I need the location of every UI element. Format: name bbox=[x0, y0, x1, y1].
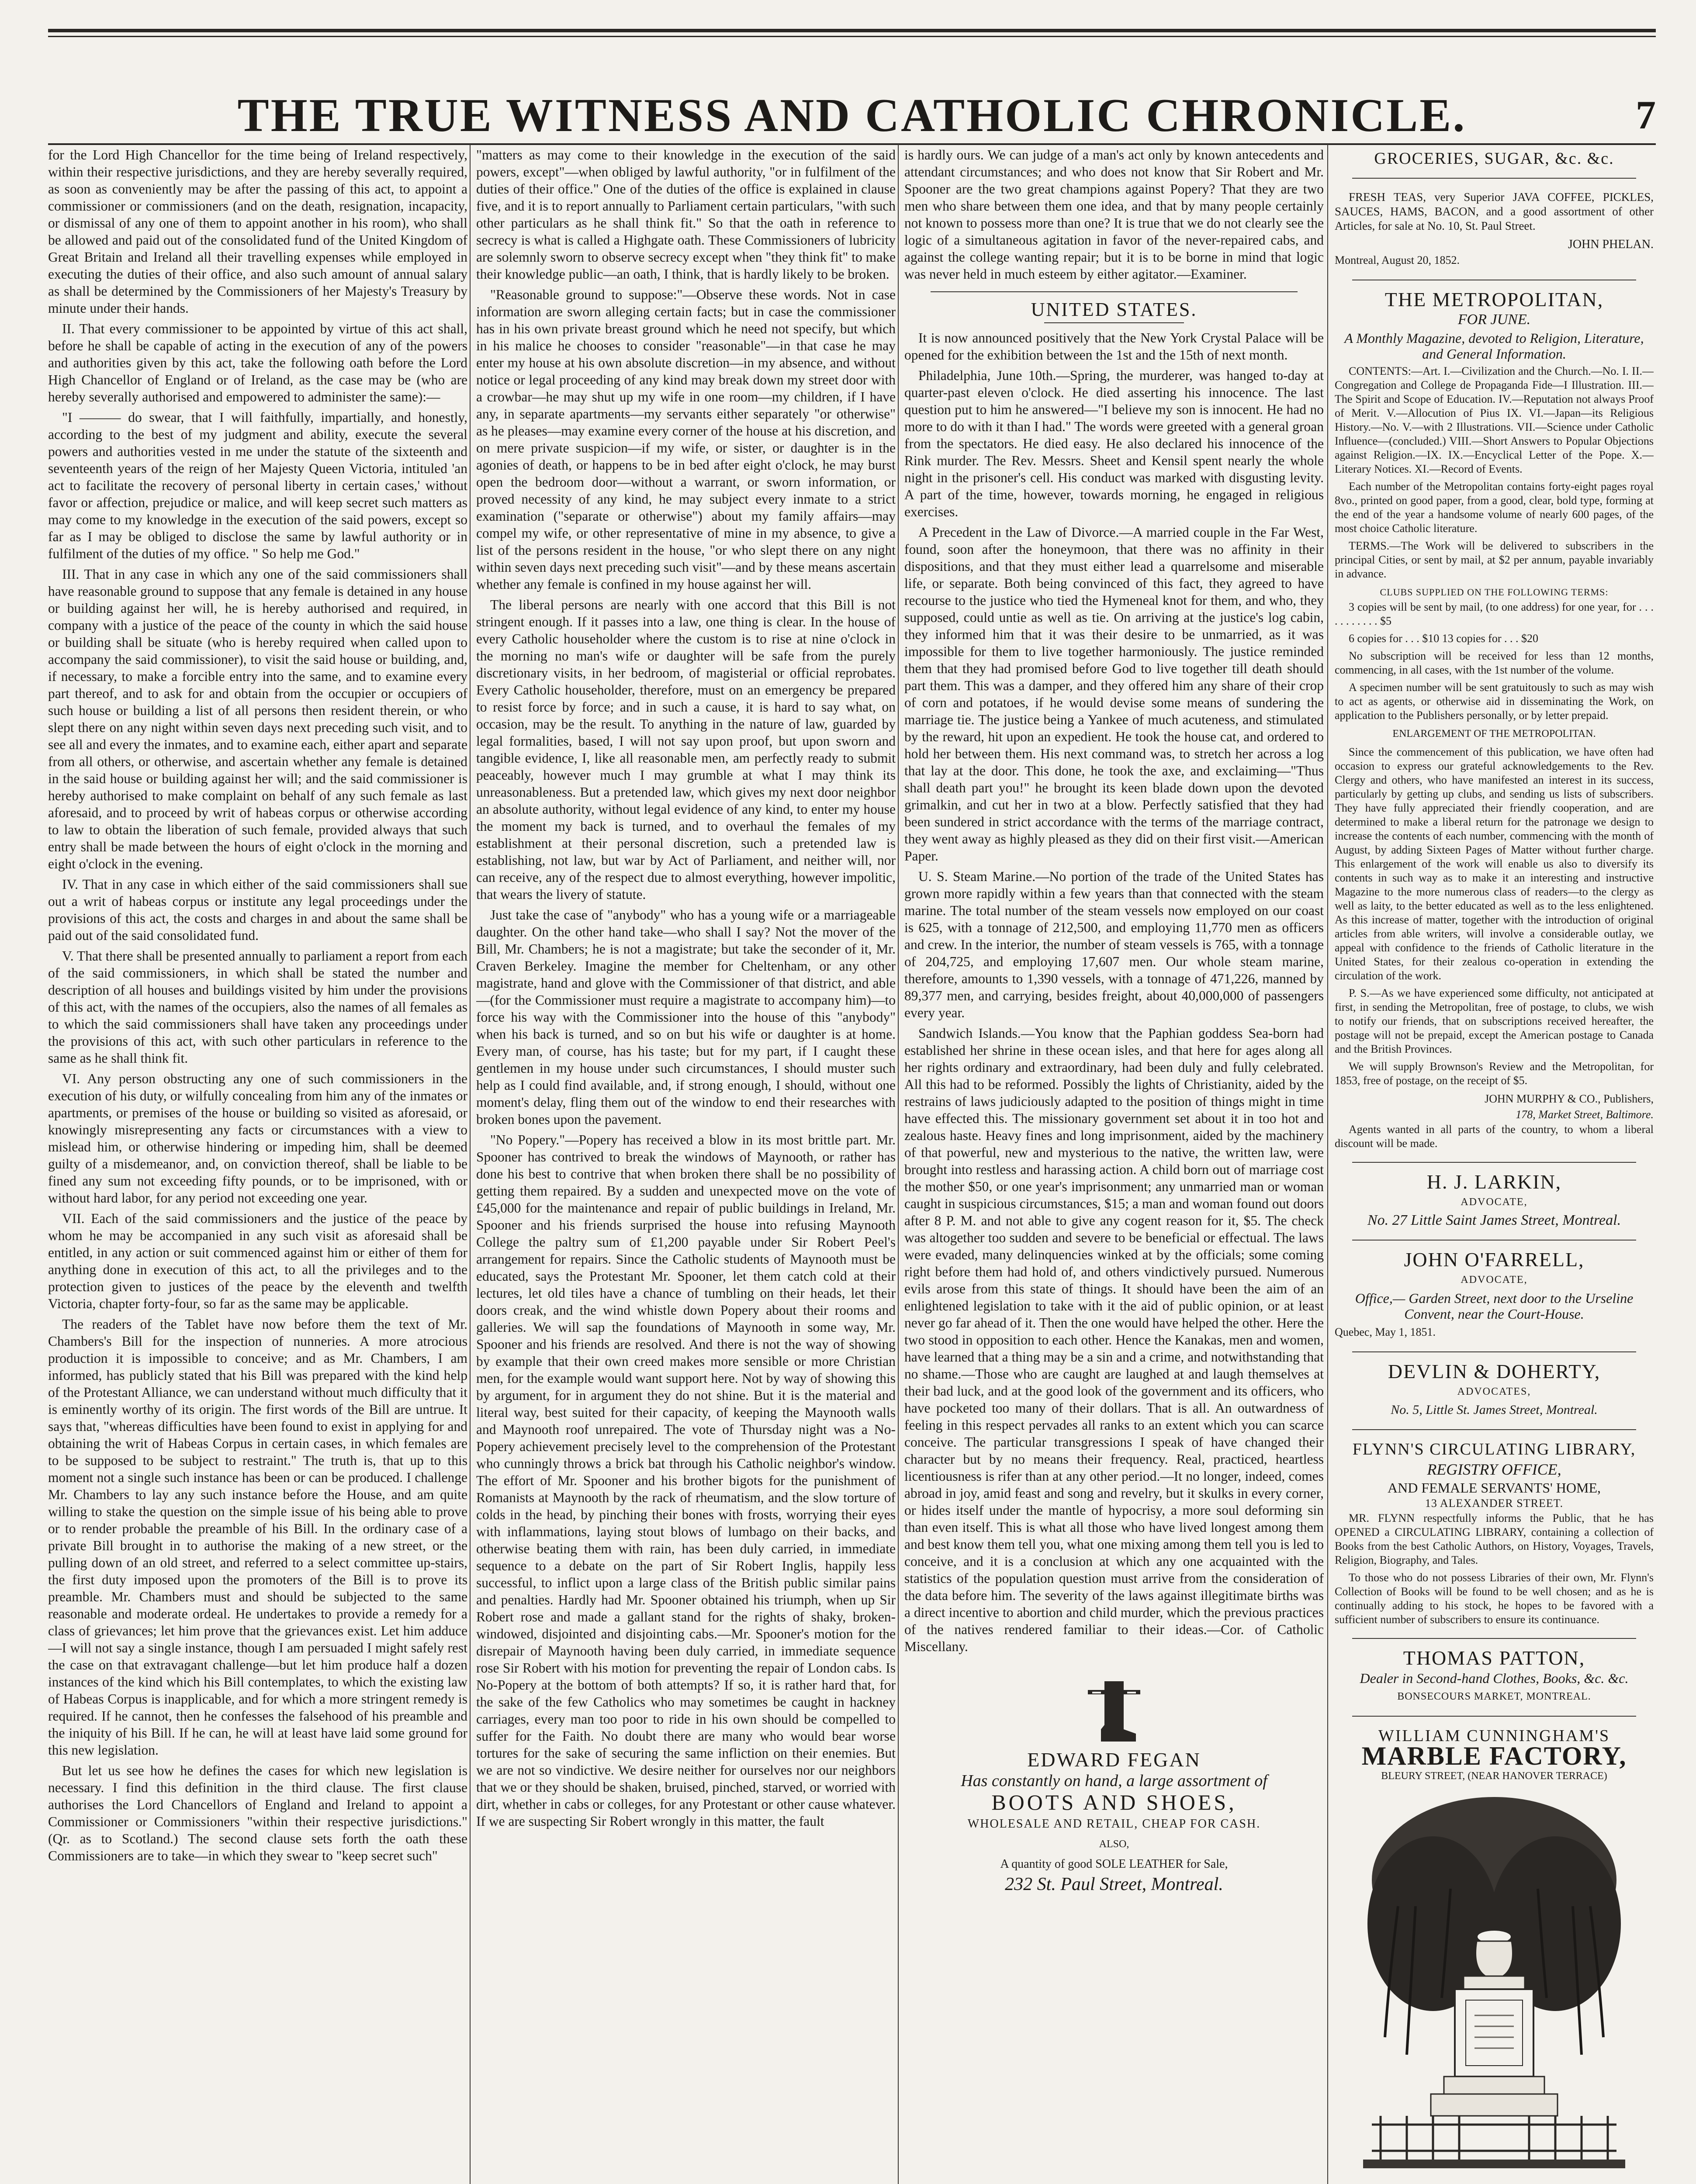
ad-address: No. 5, Little St. James Street, Montreal. bbox=[1391, 1403, 1598, 1417]
paragraph: V. That there shall be presented annually to parliament a report from each of the said commissioners, in which shall be stated the number and description of all houses and buildings visited by him under the provisions of this act, with the names of the occupiers, also the names of all females as to which the said commissioners shall have taken any proceedings under the provisions of this act, with such other particulars in reference to the same as he shall think fit. bbox=[48, 948, 467, 1066]
ad-description: Dealer in Second-hand Clothes, Books, &c. &c. bbox=[1360, 1670, 1629, 1686]
paragraph: The liberal persons are nearly with one accord that this Bill is not stringent enough. If it passes into a law, one thing is clear. In the house of every Catholic householder where the custom is to rise at nine o'clock in the morning no man's wife or daughter will be safe from the purely discretionary visits, in her bedroom, of magisterial or official reprobates. Every Catholic householder, therefore, must on an emergency be prepared to resist force by force; and in such a cause, it is hard to say what, on occasion, may be the result. To anything in the nature of law, guarded by legal formalities, based, I will not say upon proof, but upon sworn and tangible evidence, I, like all reasonable men, am perfectly ready to submit peaceably, however much I may grumble at what I may think its unreasonableness. But a pretended law, which gives my next door neighbor an absolute authority, without legal evidence of any kind, to enter my house the moment my back is turned, and to overhaul the females of my establishment at their personal discretion, such a pretended law is establishing, not law, but war by Act of Parliament, and neither will, nor can receive, any of the respect due to almost everything, however impolitic, that wears the livery of statute. bbox=[476, 597, 896, 902]
ad-subtitle: FOR JUNE. bbox=[1457, 311, 1531, 328]
ad-divider bbox=[1352, 1240, 1636, 1241]
paragraph: It is now announced positively that the New York Crystal Palace will be opened for the exhibition between the 1st and the 15th of next month. bbox=[904, 330, 1324, 363]
paragraph: A Precedent in the Law of Divorce.—A married couple in the Far West, found, soon after the honeymoon, that there was no affinity in their dispositions, and that they must either lead a quarrelsome and miserable life, or separate. Both being convinced of this fact, they agreed to have recourse to the justice who tied the Hymeneal knot for them, and who, they supposed, could untie as well as tie. On arriving at the justice's log cabin, they informed him that it was their desire to be unmarried, as it was impossible for them to live together harmoniously. The justice reminded them that they had promised before God to live together till death should part them. This was a damper, and they offered him any share of their crop of corn and potatoes, if he would devise some means of sundering the marriage tie. The justice being a Yankee of much acuteness, and stimulated by the reward, hit upon an expedient. He took the house cat, and ordered to hold her between them. His next command was, to stretch her across a log that lay at the door. This done, he took the axe, and exclaiming—"Thus shall death part you!" he brought its keen blade down upon the devoted grimalkin, and cut her in two at a blow. Perfectly satisfied that they had been sundered in strict accordance with the terms of the marriage contract, they went away as highly pleased as they did on their first visit.—American Paper. bbox=[904, 525, 1324, 864]
page-number: 7 bbox=[1636, 93, 1656, 137]
ad-date: Montreal, August 20, 1852. bbox=[1335, 254, 1460, 266]
ad-subtitle: REGISTRY OFFICE, bbox=[1427, 1461, 1561, 1478]
paragraph: III. That in any case in which any one of the said commissioners shall have reasonable ground to suppose that any female is detained in any house or building against her will, he is hereby authorised and required, in company with a justice of the peace of the county in which the said house or building shall be situate (who is hereby required when called upon to accompany the said commissioner), to visit the said house or building, and, if necessary, to make a forcible entry into the same, and to examine every part thereof, and to ask for and obtain from the occupier or occupiers of such house or building a list of all persons then resident therein, or who slept there on any night within seven days next preceding such visit, and to see all and every the inmates, and to examine each, either apart and separate from all others, or otherwise, and ascertain whether any female is detained in the said house or building against her will; and the said commissioner is hereby authorised to make complaint on behalf of any such female as last aforesaid, and to proceed by writ of habeas corpus or otherwise according to law to obtain the liberation of such female, provided always that such entry shall be made between the hours of eight o'clock in the morning and eight o'clock in the evening. bbox=[48, 567, 467, 871]
paragraph: But let us see how he defines the cases for which new legislation is necessary. I find this definition in the third clause. The first clause authorises the Lord Chancellors of England and Ireland to appoint a Commissioner or Commissioners "within their respective jurisdictions." (Qr. as to Scotland.) The second clause sets forth the oath these Commissioners are to take—in which they swear to "keep secret such" bbox=[48, 1763, 467, 1863]
ad-title: DEVLIN & DOHERTY, bbox=[1388, 1360, 1601, 1382]
boot-icon bbox=[1083, 1673, 1145, 1747]
ad-title: THOMAS PATTON, bbox=[1403, 1647, 1585, 1669]
ad-body: Since the commencement of this publication, we have often had occasion to express our grateful acknowledgements to the Rev. Clergy and others, who have manifested an interest in its success, particularly by getting up clubs, and sending us lists of subscribers. They have fully appreciated their friendly cooperation, and are determined to make a liberal return for the patronage we design to increase the contents of each number, commencing with the month of August, by adding Sixteen Pages of Matter without further charge. This enlargement of the work will enable us also to diversify its contents in such way as to make it an interesting and instructive Magazine to the more numerous class of readers—to the clergy as well as laity, to the better educated as well as to the less enlightened. As this increase of matter, together with the introduction of original articles from able writers, will involve a considerable outlay, we appeal with confidence to the friends of Catholic literature in the United States, for their zealous co-operation in extending the circulation of the work. bbox=[1335, 746, 1654, 982]
ad-title: FLYNN'S CIRCULATING LIBRARY, bbox=[1352, 1440, 1636, 1458]
article-column-2 bbox=[476, 146, 896, 2184]
masthead bbox=[48, 26, 1656, 142]
article-column-3 bbox=[904, 146, 1324, 2184]
ad-title: THE METROPOLITAN, bbox=[1384, 288, 1604, 311]
ad-body: Each number of the Metropolitan contains forty-eight pages royal 8vo., printed on good paper, from a good, clear, bold type, forming at the end of the year a handsome volume of nearly 600 pages, of the most choice Catholic literature. bbox=[1335, 480, 1654, 535]
ad-title: GROCERIES, SUGAR, &c. &c. bbox=[1374, 149, 1614, 168]
paragraph: Philadelphia, June 10th.—Spring, the murderer, was hanged to-day at quarter-past eleven o'clock. He died asserting his innocence. The last question put to him he answered—"I believe my son is innocent. He had no more to do with it than I had." The words were greeted with a general groan from the spectators. He died easy. He also declared his innocence of the Rink murder. The Rev. Messrs. Sheet and Kensil spent nearly the whole night in the prisoner's cell. His conduct was marked with disgusting levity. A part of the time, however, towards morning, he engaged in religious exercises. bbox=[904, 368, 1324, 519]
ad-body: FRESH TEAS, very Superior JAVA COFFEE, PICKLES, SAUCES, HAMS, BACON, and a good assortment of other Articles, for sale at No. 10, St. Paul Street. bbox=[1335, 190, 1654, 232]
ad-terms: TERMS.—The Work will be delivered to subscribers in the principal Cities, or sent by mail, at $2 per annum, payable invariably in advance. bbox=[1335, 539, 1654, 580]
ad-address: BLEURY STREET, (NEAR HANOVER TERRACE) bbox=[1381, 1770, 1607, 1782]
newspaper-title: THE TRUE WITNESS AND CATHOLIC CHRONICLE. bbox=[237, 90, 1467, 142]
larkin-ad bbox=[1335, 1171, 1654, 1228]
ad-divider bbox=[1352, 1429, 1636, 1430]
ad-body: We will supply Brownson's Review and the Metropolitan, for 1853, free of postage, on the receipt of $5. bbox=[1335, 1060, 1654, 1087]
ad-role: ADVOCATES, bbox=[1457, 1386, 1531, 1397]
ad-role: ADVOCATE, bbox=[1461, 1274, 1528, 1286]
advertisements-column bbox=[1335, 146, 1654, 2184]
ad-note: A specimen number will be sent gratuitously to such as may wish to act as agents, or otherwise aid in disseminating the Work, on application to the Publishers personally, or by letter prepaid. bbox=[1335, 681, 1654, 722]
ad-note: No subscription will be received for less than 12 months, commencing, in all cases, with the 1st number of the volume. bbox=[1335, 650, 1654, 676]
masthead-bottom-rule bbox=[48, 143, 1656, 145]
fegan-advertisement bbox=[904, 1673, 1324, 1893]
ad-goods: BOOTS AND SHOES, bbox=[991, 1790, 1237, 1814]
ad-tagline: Has constantly on hand, a large assortment of bbox=[961, 1772, 1267, 1790]
ad-leather: A quantity of good SOLE LEATHER for Sale, bbox=[1000, 1857, 1228, 1871]
column-divider bbox=[1327, 144, 1328, 2184]
patton-ad bbox=[1335, 1647, 1654, 1704]
ad-address: No. 27 Little Saint James Street, Montreal. bbox=[1367, 1212, 1621, 1228]
paragraph: II. That every commissioner to be appointed by virtue of this act shall, before he shall be capable of acting in the execution of any of the powers and authorities given by this act, take the following oath before the Lord High Chancellor of England or of Ireland, as the case may be (who are hereby severally authorised and empowered to administer the same):— bbox=[48, 321, 467, 404]
paragraph: is hardly ours. We can judge of a man's act only by known antecedents and attendant circumstances; and who does not know that Sir Robert and Mr. Spooner are the two great champions against Popery? That they are two men who share between them one idea, and that by many people certainly not known to possess more than one? It is true that we do not clearly see the logic of a simultaneous agitation in favor of the never-repaired cabs, and against the college wanting repair; but it is to be borne in mind that logic was never held in much esteem by either agitator.—Examiner. bbox=[904, 147, 1324, 282]
ad-address: 232 St. Paul Street, Montreal. bbox=[1005, 1874, 1223, 1894]
paragraph: VI. Any person obstructing any one of such commissioners in the execution of his duty, or wilfully concealing from him any of the inmates or apartments, or premises of the house or building so visited as aforesaid, or knowingly misrepresenting any facts or circumstances with a view to mislead him, or otherwise hindering or impeding him, shall be deemed guilty of a misdemeanor, and, on conviction thereof, shall be liable to be fined any sum not exceeding fifty pounds, or to be imprisoned, with or without hard labor, for any period not exceeding one year. bbox=[48, 1071, 467, 1206]
ad-signature: JOHN PHELAN. bbox=[1568, 238, 1654, 251]
ad-divider bbox=[1352, 1716, 1636, 1717]
ad-publisher: JOHN MURPHY & CO., Publishers, bbox=[1485, 1092, 1654, 1105]
cunningham-ad bbox=[1335, 1728, 1654, 2184]
ad-subheading: ENLARGEMENT OF THE METROPOLITAN. bbox=[1392, 728, 1596, 740]
ad-note: Agents wanted in all parts of the country, to whom a liberal discount will be made. bbox=[1335, 1123, 1654, 1150]
groceries-ad bbox=[1335, 151, 1654, 268]
advertiser-name: EDWARD FEGAN bbox=[1027, 1749, 1201, 1771]
masthead-rule-thin bbox=[48, 36, 1656, 37]
masthead-rule-thick bbox=[48, 29, 1656, 32]
ad-role: ADVOCATE, bbox=[1461, 1196, 1528, 1208]
paragraph: The readers of the Tablet have now before them the text of Mr. Chambers's Bill for the inspection of nunneries. A more atrocious production it is impossible to conceive; and as Mr. Chambers, I am informed, has publicly stated that his Bill was prepared with the kind help of the Protestant Alliance, we can understand without much difficulty that it is eminently worthy of its origin. The first words of the Bill are untrue. It says that, "whereas difficulties have been found to exist in applying for and obtaining the writ of Habeas Corpus in certain cases, in which females are to be supposed to be subject to restraint." The truth is, that up to this moment not a single such instance has been or can be produced. I challenge Mr. Chambers to lay any such instance before the House, and am quite willing to stake the question on the simple issue of his being able to prove or to render probable the preamble of his Bill. In the ordinary case of a private Bill brought in to authorise the making of a new street, or the pulling down of an old street, and referred to a select committee up-stairs, the first duty imposed upon the promoters of the Bill is to prove its preamble. Mr. Chambers must and should be subjected to the same reasonable and moderate ordeal. He undertakes to provide a remedy for a class of grievances; let him prove that the grievances exist. Let him adduce—I will not say a single instance, though I am persuaded I might safely rest the case on that extravagant challenge—but let him produce half a dozen instances of the kind which his Bill contemplates, to which the existing law of Habeas Corpus is inapplicable, and for which a more stringent remedy is required. If he cannot, then he confesses the falsehood of his preamble and the iniquity of his Bill. If he can, he will at least have laid some ground for this new legislation. bbox=[48, 1317, 467, 1758]
ad-clubs-line: 6 copies for . . . $10 13 copies for . . . $20 bbox=[1349, 632, 1538, 645]
ad-also: ALSO, bbox=[1099, 1838, 1129, 1850]
ofarrell-ad bbox=[1335, 1248, 1654, 1340]
ad-address: 13 ALEXANDER STREET. bbox=[1425, 1497, 1564, 1510]
ad-title: H. J. LARKIN, bbox=[1426, 1171, 1562, 1193]
section-divider bbox=[1044, 322, 1184, 323]
ad-clubs-heading: CLUBS SUPPLIED ON THE FOLLOWING TERMS: bbox=[1380, 587, 1609, 598]
ad-title: WILLIAM CUNNINGHAM'S bbox=[1378, 1727, 1610, 1745]
ad-contents: CONTENTS:—Art. I.—Civilization and the Church.—No. I. II.—Congregation and College de Propaganda Fide—I Illustration. III.—The Spirit and Scope of Education. IV.—Reputation not always Proof of Merit. V.—Allocution of Pius IX. VI.—Japan—its Religious History.—No. V.—with 2 Illustrations. VII.—Science under Catholic Influence—(concluded.) VIII.—Short Answers to Popular Objections against Religion.—IX. IX.—Encyclical Letter of the Pope. X.—Literary Notices. XI.—Record of Events. bbox=[1335, 365, 1654, 475]
ad-clubs-line: 3 copies will be sent by mail, (to one address) for one year, for . . . . . . . . . . . $5 bbox=[1335, 601, 1654, 627]
column-divider bbox=[470, 144, 471, 2184]
ad-body: MR. FLYNN respectfully informs the Public, that he has OPENED a CIRCULATING LIBRARY, containing a collection of Books from the best Catholic Authors, on History, Voyages, Travels, Religion, Biography, and Tales. bbox=[1335, 1512, 1654, 1566]
ad-title: JOHN O'FARRELL, bbox=[1404, 1248, 1585, 1271]
ad-publisher-address: 178, Market Street, Baltimore. bbox=[1516, 1108, 1654, 1121]
ad-address: Office,— Garden Street, next door to the Urseline Convent, near the Court-House. bbox=[1355, 1290, 1634, 1322]
ad-divider bbox=[1352, 1351, 1636, 1352]
article-column-1 bbox=[48, 146, 467, 2184]
metropolitan-ad bbox=[1335, 288, 1654, 1151]
ad-divider bbox=[1352, 178, 1636, 179]
paragraph: for the Lord High Chancellor for the time being of Ireland respectively, within their respective jurisdictions, and they are hereby severally required, as soon as conveniently may be after the passing of this act, to appoint a commissioner or commissioners (and on the death, resignation, incapacity, or dismissal of any one of them to appoint another in his room), who shall be allowed and paid out of the consolidated fund of the United Kingdom of Great Britain and Ireland all their travelling expenses while employed in executing the duties of their office, and also such amount of annual salary as shall be determined by the Commissioners of her Majesty's Treasury by minute under their hands. bbox=[48, 147, 467, 316]
ad-title: MARBLE FACTORY, bbox=[1361, 1742, 1627, 1770]
ad-terms: WHOLESALE AND RETAIL, CHEAP FOR CASH. bbox=[967, 1817, 1261, 1831]
ad-description: A Monthly Magazine, devoted to Religion, Literature, and General Information. bbox=[1344, 330, 1644, 362]
paragraph: "matters as may come to their knowledge in the execution of the said powers, except"—when obliged by lawful authority, "or in fulfilment of the duties of their office." One of the duties of the office is explained in clause five, and it is to report annually to Parliament certain particulars, "with such other particulars as he shall think fit." So that the oath in reference to secrecy is what is called a Highgate oath. These Commissioners of lubricity are solemnly sworn to observe secrecy except when "they think fit" to make their knowledge public—an oath, I think, that is hardly likely to be broken. bbox=[476, 147, 896, 282]
column-divider bbox=[898, 144, 899, 2184]
paragraph: "I ——— do swear, that I will faithfully, impartially, and honestly, according to the best of my judgment and ability, execute the several powers and authorities vested in me under the statute of the sixteenth and seventeenth years of the reign of her Majesty Queen Victoria, intituled 'an act to facilitate the recovery of personal liberty in certain cases,' without favor or affection, prejudice or malice, and will keep secret such matters as may come to my knowledge in the execution of the said powers, except so far as I may be obliged to disclose the same by lawful authority or in fulfilment of the duties of my office. " So help me God." bbox=[48, 410, 467, 561]
ad-date: Quebec, May 1, 1851. bbox=[1335, 1326, 1436, 1338]
paragraph: "Reasonable ground to suppose:"—Observe these words. Not in case information are sworn alleging certain facts; but in case the commissioner has in his own private breast ground which he need not specify, but which in his malice he chooses to consider "reasonable"—in that case he may enter my house at his own absolute discretion—in my absence, and without notice or legal proceeding of any kind may break down my street door with a crowbar—he may shut up my wife in one room—my children, if I have any, in separate apartments—my servants either separately "or otherwise" as he pleases—may examine every corner of the house at his discretion, and on mere private suspicion—if my wife, or sister, or daughter is in the agonies of death, or happens to be in bed after eight o'clock, he may burst open the bedroom door—without a warrant, or sworn information, or proved necessity of any kind, he may subject every inmate to a strict examination ("separate or otherwise") about my family affairs—may compel my wife, or other representative of mine in my absence, to give a list of the persons resident in the house, "or who slept there on any night within seven days next preceding such visit"—and by these means ascertain whether any female is confined in my house against her will. bbox=[476, 287, 896, 592]
flynn-library-ad bbox=[1335, 1441, 1654, 1627]
paragraph: IV. That in any case in which either of the said commissioners shall sue out a writ of habeas corpus or institute any legal proceedings under the provisions of this act, the costs and charges in and about the same shall be paid out of the said consolidated fund. bbox=[48, 877, 467, 943]
monument-engraving-icon bbox=[1346, 1793, 1643, 2177]
paragraph: VII. Each of the said commissioners and the justice of the peace by whom he may be accompanied in any such visit as aforesaid shall be entitled, in any action or suit commenced against him or either of them for anything done in execution of this act, to all the privileges and to the protection given to justices of the peace by the eleventh and twelfth Victoria, chapter forty-four, so far as the same may be applicable. bbox=[48, 1211, 467, 1311]
paragraph: Sandwich Islands.—You know that the Paphian goddess Sea-born had established her shrine in these ocean isles, and that here for ages along all her rights ordinary and extraordinary, had been duly and fully celebrated. All this had to be reformed. Possibly the lights of Christianity, aided by the restrains of laws judiciously adapted to the position of things might in time have effected this. The missionary government set about it in too hot and zealous haste. Heavy fines and long imprisonment, aided by the machinery of that powerful, new and mysterious to the native, the written law, were brought into restless and harassing action. A child born out of marriage cost the mother $50, or one year's imprisonment; any unmarried man or woman caught in suspicious circumstances, $15; a man and woman found out doors after 8 P. M. and not able to give any cogent reason for it, $5. The check was altogether too sudden and severe to be beneficial or effectual. The laws were evaded, many delinquencies winked at by the officials; some coming right before them had hold of, and others vindictively pursued. Numerous evils arose from this state of things. It should have been the aim of an enlightened legislation to take with it the aid of public opinion, or at least never go far ahead of it. Then the one would have helped the other. Here the two stood in opposition to each other. Hence the Kanakas, men and women, have learned that a thing may be a sin and a crime, and notwithstanding that no shame.—Those who are caught are laughed at and laugh themselves at their bad luck, and at the good look of the government and its officers, who have pocketed too many of their dollars. That is all. An outwardness of feeling in this respect pervades all ranks to an extent which you can scarce conceive. The particular transgressions I speak of have changed their character but by no means their frequency. Real, practiced, heartless licentiousness is rifer than at any other period.—It no longer, indeed, comes abroad in joy, amid feast and song and revelry, but it skulks in every corner, or hides itself under the mantle of hypocrisy, a more soul deforming sin than even itself. This is what all those who have lived longest among them and best know them tell you, what one mixing among them tell you is led to conceive, and it is a conclusion at which any one acquainted with the statistics of the population question must arrive from the consideration of the data before him. The severity of the laws against illegitimate births was a direct incentive to abortion and child murder, which the previous practices of the natives rendered familiar to their ideas.—Cor. of Catholic Miscellany. bbox=[904, 1026, 1324, 1654]
section-heading: UNITED STATES. bbox=[1031, 299, 1198, 320]
ad-body: P. S.—As we have experienced some difficulty, not anticipated at first, in sending the Metropolitan, free of postage, to clubs, we wish to notify our friends, that on subscriptions received hereafter, the postage will not be prepaid, except the American postage to Canada and the British Provinces. bbox=[1335, 987, 1654, 1055]
ad-subtitle: AND FEMALE SERVANTS' HOME, bbox=[1388, 1480, 1601, 1496]
paragraph: "No Popery."—Popery has received a blow in its most brittle part. Mr. Spooner has contrived to break the windows of Maynooth, or rather has done his best to contrive that when broken there shall be no possibility of getting them repaired. By a sudden and unexpected move on the vote of £45,000 for the maintenance and repair of public buildings in Ireland, Mr. Spooner and his friends surprised the house into refusing Maynooth College the paltry sum of £1,200 payable under Sir Robert Peel's arrangement for repairs. Since the Catholic students of Maynooth must be educated, says the Protestant Mr. Spooner, let them catch cold at their lectures, let old tiles have a chance of tumbling on their heads, let their doors creak, and the wind whistle down Popery about their rooms and galleries. We will sap the foundations of Maynooth in some way, Mr. Spooner and his friends are resolved. And there is not the way of showing by example that their own creed makes more sensible or more Christian men, for the example would want support here. Not by way of showing this by argument, for in argument they do not shine. But it is the material and literal way, best suited for their capacity, of keeping the Maynooth walls and Maynooth roof unrepaired. The vote of Thursday night was a No-Popery achievement precisely level to the comprehension of the Protestant who cunningly throws a brick bat through his Catholic neighbor's window. The effort of Mr. Spooner and his brother bigots for the punishment of Romanists at Maynooth by the rack of rheumatism, and the slow torture of colds in the head, by pinching their bones with frosts, worrying their eyes with inflammations, laying stout blows of lumbago on their backs, and otherwise beating them with rain, has been duly carried, in immediate sequence to a debate on the part of Sir Robert Inglis, happily less successful, to inflict upon a large class of the British public similar pains and penalties. Hardly had Mr. Spooner obtained his triumph, when up Sir Robert rose and made a gallant stand for the rights of shaky, broken-windowed, disjointed and disjointing cabs.—Mr. Spooner's motion for the disrepair of Maynooth having been duly carried, in immediate sequence rose Sir Robert with his motion for preventing the repair of London cabs. Is No-Popery at the bottom of both attempts? If so, it is rather hard that, for the sake of the few Catholics who may sometimes be caught in hackney carriages, every man too poor to ride in his own should be compelled to suffer for the Faith. No doubt there are many who would bear worse tortures for the sake of securing the same infliction on their enemies. But we are not so vindictive. We desire neither for ourselves nor our neighbors that we or they should be shaken, bruised, pinched, starved, or worried with dirt, whether in cabs or colleges, for any Protestant or other cause whatever. If we are suspecting Sir Robert wrongly in this matter, the fault bbox=[476, 1132, 896, 1829]
devlin-ad bbox=[1335, 1360, 1654, 1418]
ad-body: To those who do not possess Libraries of their own, Mr. Flynn's Collection of Books will be found to be well chosen; and as he is continually adding to his stock, he hopes to be favored with a sufficient number of subscribers to ensure its continuance. bbox=[1335, 1571, 1654, 1626]
ad-divider bbox=[1352, 1162, 1636, 1163]
paragraph: Just take the case of "anybody" who has a young wife or a marriageable daughter. On the other hand take—who shall I say? Not the mover of the Bill, Mr. Chambers; he is not a magistrate; but take the seconder of it, Mr. Craven Berkeley. Imagine the member for Cheltenham, or any other magistrate, hand and glove with the Commissioner of that district, and able—(for the Commissioner must require a magistrate to accompany him)—to force his way with the Commissioner into the house of this "anybody" when his back is turned, and so on but his wife or daughter is at home. Every man, of course, has his taste; but for my part, if I caught these gentlemen in my house under such circumstances, I should muster such help as I could find available, and, if strong enough, I should, without one moment's delay, fling them out of the window to end their researches with broken bones upon the pavement. bbox=[476, 907, 896, 1127]
ad-address: BONSECOURS MARKET, MONTREAL. bbox=[1397, 1691, 1591, 1702]
section-divider bbox=[931, 291, 1298, 292]
ad-divider bbox=[1352, 1638, 1636, 1639]
paragraph: U. S. Steam Marine.—No portion of the trade of the United States has grown more rapidly within a few years than that connected with the steam marine. The total number of the steam vessels now employed on our coast is 625, with a tonnage of 212,500, and employing 11,770 men as officers and crew. In the interior, the number of steam vessels is 765, with a tonnage of 204,725, and employing 17,607 men. Our whole steam marine, therefore, amounts to 1,390 vessels, with a tonnage of 471,226, manned by 89,377 men, and carrying, besides freight, about 40,000,000 of passengers every year. bbox=[904, 869, 1324, 1020]
